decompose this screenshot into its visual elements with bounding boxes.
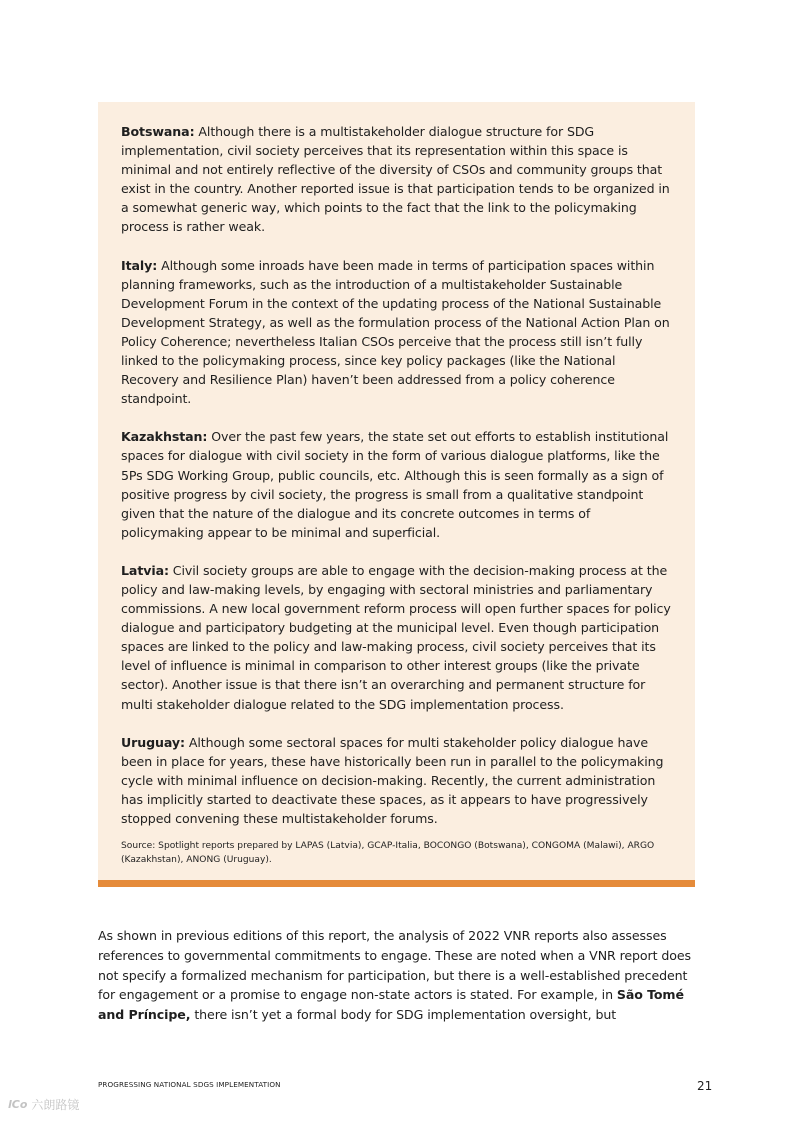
body-bold-country: São Tomé and Príncipe,	[98, 987, 684, 1023]
watermark-logo-icon: lCo	[8, 1098, 28, 1111]
watermark-text: 六朗路镜	[31, 1098, 80, 1112]
entry-country: Latvia:	[121, 562, 169, 578]
entry-latvia	[121, 561, 673, 714]
body-paragraph	[98, 926, 698, 1025]
box-source: Source: Spotlight reports prepared by LAPAS (Latvia), GCAP-Italia, BOCONGO (Botswana), CONGOMA (Malawi), ARGO (Kazakhstan), ANONG (Uruguay).	[121, 841, 655, 865]
page-number: 21	[697, 1079, 713, 1093]
body-text-before: As shown in previous editions of this report, the analysis of 2022 VNR reports also assesses references to governmental commitments to engage. These are noted when a VNR report does not specify a formalized mechanism for participation, but there is a well-established precedent for engagement or a promise to engage non-state actors is stated. For example, in	[98, 928, 691, 1003]
entry-country: Italy:	[121, 257, 158, 273]
entry-kazakhstan	[121, 427, 673, 542]
entry-botswana	[121, 122, 673, 237]
entry-uruguay	[121, 733, 673, 828]
entry-text: Although some inroads have been made in terms of participation spaces within planning frameworks, such as the introduction of a multistakeholder Sustainable Development Forum in the context of the updating process of the National Sustainable Development Strategy, as well as the formulation process of the National Action Plan on Policy Coherence; nevertheless Italian CSOs perceive that the process still isn’t fully linked to the policymaking process, since key policy packages (like the National Recovery and Resilience Plan) haven’t been addressed from a policy coherence standpoint.	[121, 257, 670, 407]
body-text-after: there isn’t yet a formal body for SDG implementation oversight, but	[190, 1007, 617, 1023]
country-box	[98, 102, 695, 887]
entry-italy	[121, 256, 673, 409]
entry-text: Although there is a multistakeholder dialogue structure for SDG implementation, civil society perceives that its representation within this space is minimal and not entirely reflective of the diversity of CSOs and community groups that exist in the country. Another reported issue is that participation tends to be organized in a somewhat generic way, which points to the fact that the link to the policymaking process is rather weak.	[121, 124, 670, 235]
box-accent-bar	[98, 880, 695, 887]
entry-country: Kazakhstan:	[121, 429, 208, 445]
entry-country: Botswana:	[121, 124, 195, 139]
entry-text: Although some sectoral spaces for multi stakeholder policy dialogue have been in place for years, these have historically been run in parallel to the policymaking cycle with minimal influence on decision-making. Recently, the current administration has implicitly started to deactivate these spaces, as it appears to have progressively stopped convening these multistakeholder forums.	[121, 734, 664, 826]
watermark	[8, 1096, 79, 1113]
entry-text: Civil society groups are able to engage with the decision-making process at the policy and law-making levels, by engaging with sectoral ministries and parliamentary commissions. A new local government reform process will open further spaces for policy dialogue and participatory budgeting at the municipal level. Even though participation spaces are linked to the policy and law-making process, civil society perceives that its level of influence is minimal in comparison to other interest groups (like the private sector). Another issue is that there isn’t an overarching and permanent structure for multi stakeholder dialogue related to the SDG implementation process.	[121, 562, 671, 712]
footer-title: PROGRESSING NATIONAL SDGS IMPLEMENTATION	[98, 1080, 281, 1089]
entry-country: Uruguay:	[121, 734, 185, 750]
entry-text: Over the past few years, the state set out efforts to establish institutional spaces for dialogue with civil society in the form of various dialogue platforms, like the 5Ps SDG Working Group, public councils, etc. Although this is seen formally as a sign of positive progress by civil society, the progress is small from a qualitative standpoint given that the nature of the dialogue and its concrete outcomes in terms of policymaking appear to be minimal and superficial.	[121, 429, 669, 540]
